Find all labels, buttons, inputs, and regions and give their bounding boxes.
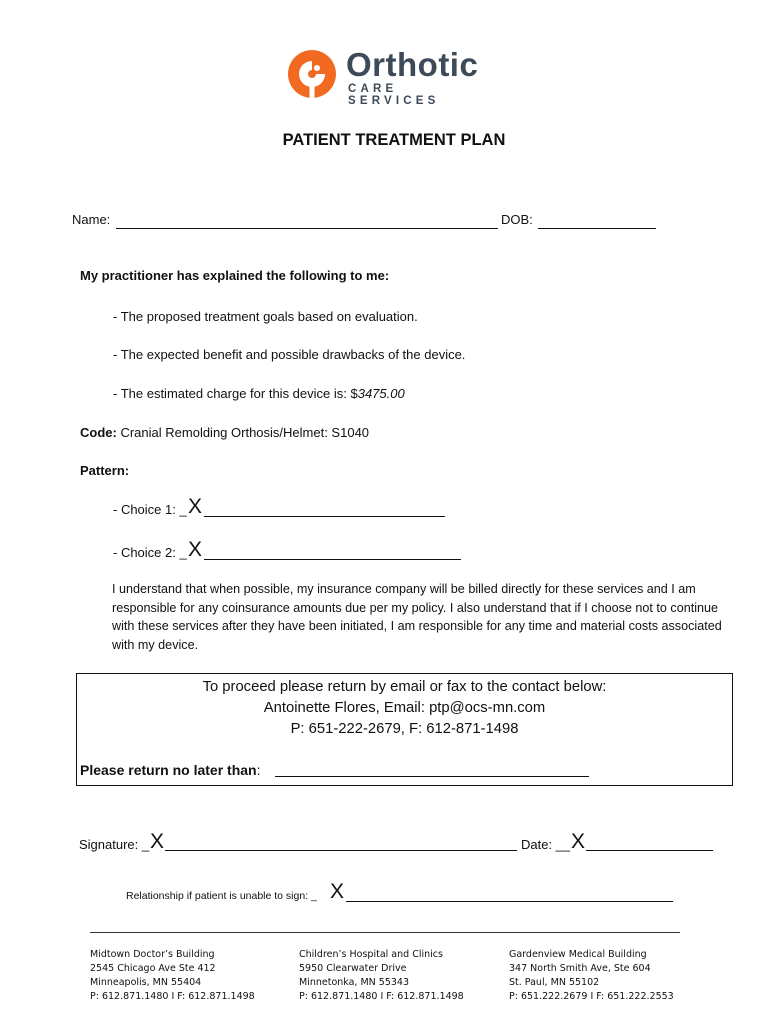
return-deadline-row <box>80 763 261 777</box>
footer-location-childrens <box>299 948 464 1004</box>
location-phone: P: 651.222.2679 I F: 651.222.2553 <box>509 991 674 1002</box>
relationship-field[interactable] <box>346 888 673 902</box>
choice-1-field[interactable] <box>204 502 445 517</box>
location-name: Children’s Hospital and Clinics <box>299 949 443 960</box>
footer-divider <box>90 932 680 933</box>
charge-amount: 3475.00 <box>357 386 405 401</box>
name-label: Name: <box>72 212 111 227</box>
signature-field[interactable] <box>165 836 517 851</box>
return-instructions-box <box>76 673 733 786</box>
location-phone: P: 612.871.1480 I F: 612.871.1498 <box>299 991 464 1002</box>
contact-phone-fax: P: 651-222-2679, F: 612-871-1498 <box>290 721 519 737</box>
return-deadline-colon: : <box>256 762 261 778</box>
return-deadline-label: Please return no later than <box>80 762 257 778</box>
location-city: Minnetonka, MN 55343 <box>299 977 410 988</box>
footer-location-midtown <box>90 948 255 1004</box>
name-field[interactable] <box>116 214 498 229</box>
orthotic-logo-icon <box>286 48 338 100</box>
choice-1-mark: X <box>188 495 203 518</box>
logo-subtitle: CARE SERVICES <box>348 83 440 107</box>
charge-label: - The estimated charge for this device is: $ <box>113 386 358 401</box>
choice-2-label: - Choice 2: _ <box>113 545 187 560</box>
list-item <box>113 387 405 400</box>
company-logo <box>284 44 494 107</box>
choice-1-label: - Choice 1: _ <box>113 502 187 517</box>
return-instructions-line: To proceed please return by email or fax to the contact below: <box>202 679 607 695</box>
signature-mark: X <box>150 830 165 853</box>
code-value: Cranial Remolding Orthosis/Helmet: S1040 <box>120 425 370 440</box>
location-name: Midtown Doctor’s Building <box>90 949 215 960</box>
location-address: 347 North Smith Ave, Ste 604 <box>509 963 651 974</box>
return-deadline-field[interactable] <box>275 762 589 777</box>
signature-label: Signature: _ <box>79 837 150 852</box>
pattern-label: Pattern: <box>80 463 130 478</box>
name-row <box>72 213 110 226</box>
acknowledgement-paragraph: I understand that when possible, my insurance company will be billed directly for these services and I am responsible for any coinsurance amounts due per my policy. I also understand that if I choose not to continue with these services after they have been initiated, I am responsible for any time and material costs associated with my device. <box>112 582 722 652</box>
choice-2-mark: X <box>188 538 203 561</box>
location-address: 5950 Clearwater Drive <box>299 963 407 974</box>
date-field[interactable] <box>586 836 713 851</box>
location-phone: P: 612.871.1480 I F: 612.871.1498 <box>90 991 255 1002</box>
choice-2-field[interactable] <box>204 545 461 560</box>
location-city: St. Paul, MN 55102 <box>509 977 600 988</box>
location-city: Minneapolis, MN 55404 <box>90 977 202 988</box>
dob-field[interactable] <box>538 214 656 229</box>
logo-wordmark: Orthotic <box>346 46 479 83</box>
footer-location-gardenview <box>509 948 674 1004</box>
date-label: Date: __ <box>521 837 571 852</box>
contact-name-email: Antoinette Flores, Email: ptp@ocs-mn.com <box>263 700 546 716</box>
location-name: Gardenview Medical Building <box>509 949 647 960</box>
code-row <box>80 426 369 439</box>
location-address: 2545 Chicago Ave Ste 412 <box>90 963 216 974</box>
intro-heading: My practitioner has explained the following to me: <box>80 268 390 283</box>
page-title: PATIENT TREATMENT PLAN <box>282 131 506 149</box>
code-label: Code: <box>80 425 117 440</box>
list-item: - The expected benefit and possible drawbacks of the device. <box>113 347 466 362</box>
dob-label: DOB: <box>501 212 533 227</box>
list-item: - The proposed treatment goals based on evaluation. <box>113 309 418 324</box>
date-mark: X <box>571 830 586 853</box>
relationship-mark: X <box>330 880 345 903</box>
relationship-label: Relationship if patient is unable to sign: _ <box>126 890 317 902</box>
